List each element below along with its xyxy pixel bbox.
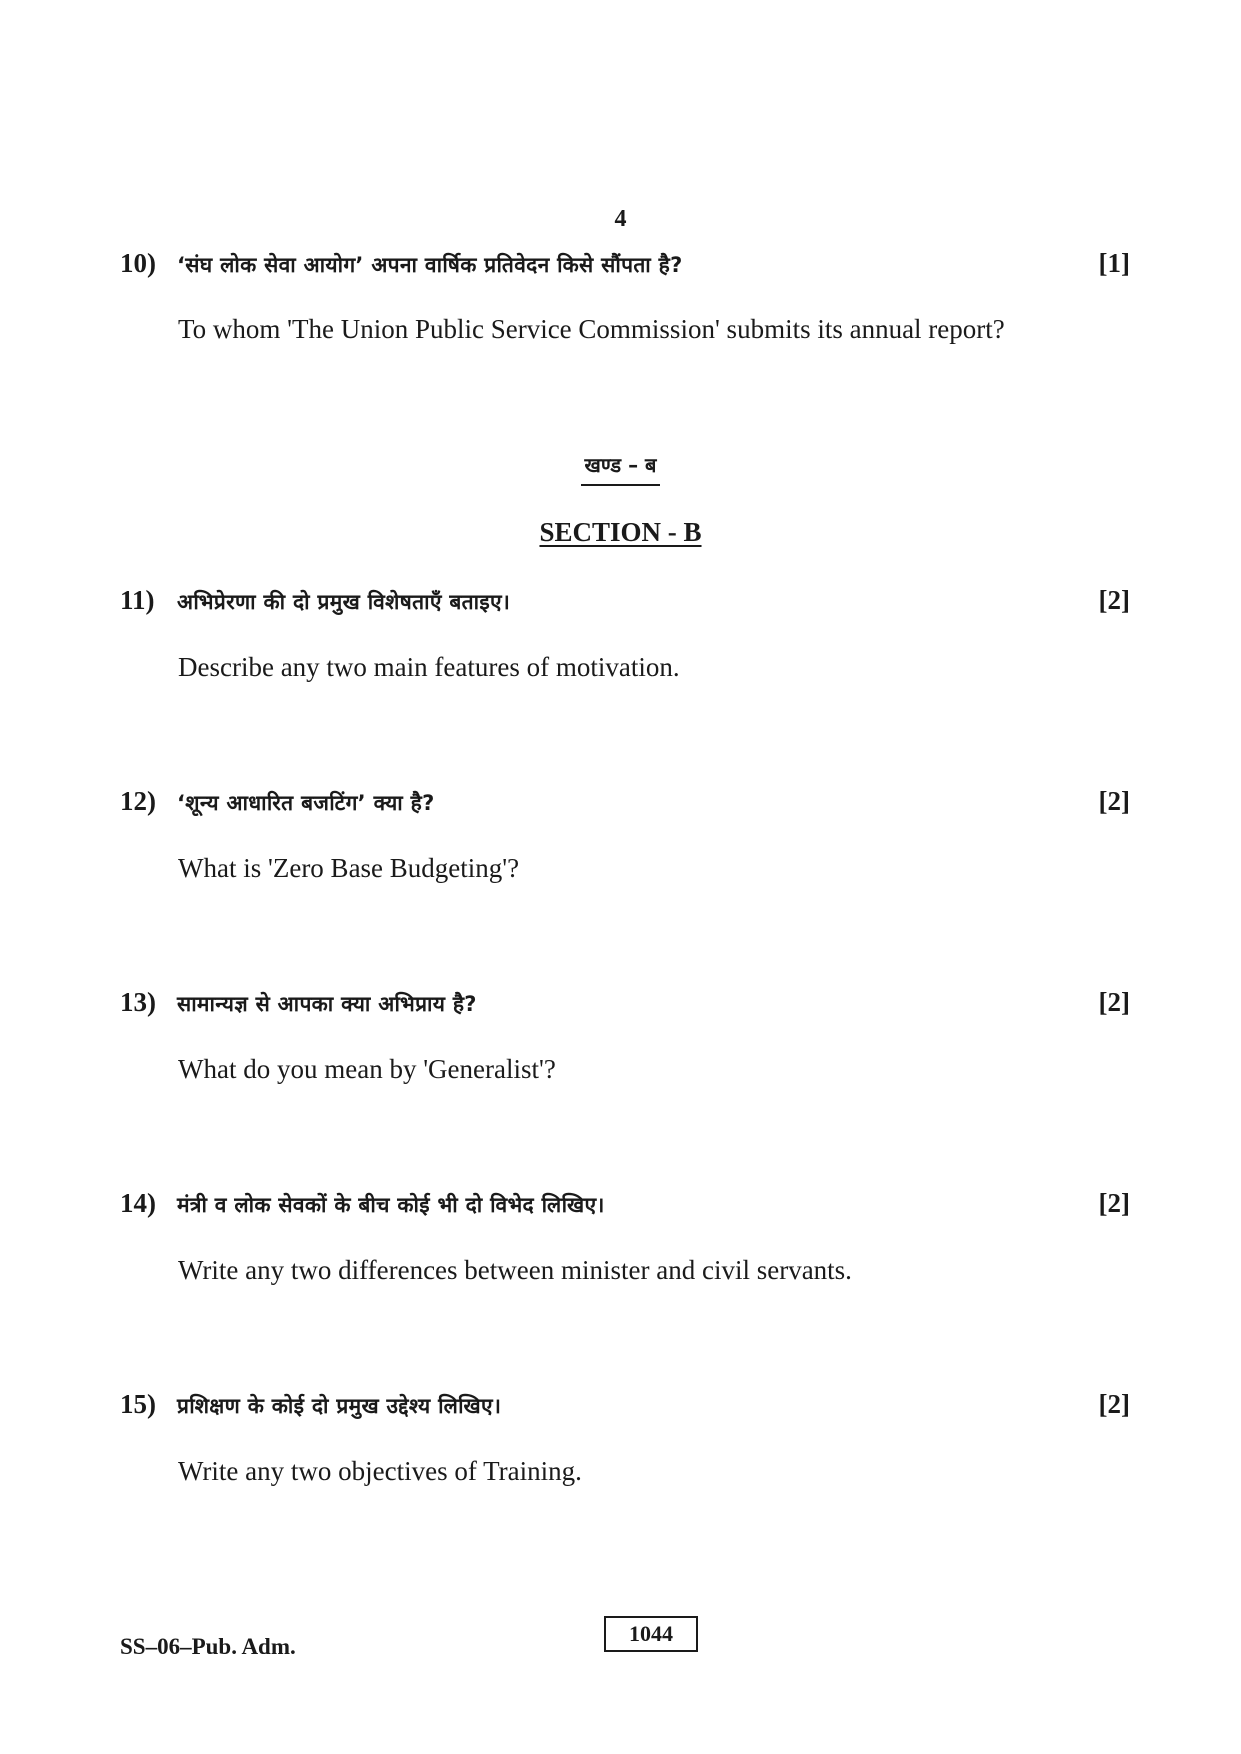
footer-box-number: 1044 (604, 1616, 698, 1652)
question-number: 14) (120, 1188, 156, 1218)
question-11-hindi-line (120, 585, 1130, 621)
page-number: 4 (614, 206, 627, 232)
question-marks: [2] (1098, 987, 1130, 1017)
question-13-hindi-line (120, 987, 1130, 1023)
question-hindi-text: सामान्यज्ञ से आपका क्या अभिप्राय है? (177, 992, 477, 1016)
question-marks: [2] (1098, 1389, 1130, 1419)
question-11-english-text: Describe any two main features of motivation. (178, 652, 680, 682)
question-hindi-text: मंत्री व लोक सेवकों के बीच कोई भी दो विभेद लिखिए। (177, 1193, 605, 1217)
question-15-hindi-line (120, 1389, 1130, 1425)
question-number: 11) (120, 585, 155, 615)
question-marks: [2] (1098, 1188, 1130, 1218)
question-number: 15) (120, 1389, 156, 1419)
question-10-hindi-line (120, 248, 1130, 284)
question-12-english-text: What is 'Zero Base Budgeting'? (178, 853, 520, 883)
question-number: 10) (120, 248, 156, 278)
question-number: 13) (120, 987, 156, 1017)
question-14-hindi-line (120, 1188, 1130, 1224)
question-number: 12) (120, 786, 156, 816)
question-10-english-text: To whom 'The Union Public Service Commission' submits its annual report? (178, 314, 1005, 344)
question-marks: [2] (1098, 786, 1130, 816)
question-15-english-text: Write any two objectives of Training. (178, 1456, 582, 1486)
section-hindi-label: खण्ड – ब (581, 451, 661, 486)
question-hindi-text: ‘संघ लोक सेवा आयोग’ अपना वार्षिक प्रतिवेदन किसे सौंपता है? (177, 253, 683, 277)
question-14-english-text: Write any two differences between minister and civil servants. (178, 1255, 852, 1285)
question-marks: [1] (1098, 248, 1130, 278)
footer-paper-code: SS–06–Pub. Adm. (120, 1634, 296, 1659)
question-13-english-text: What do you mean by 'Generalist'? (178, 1054, 556, 1084)
question-marks: [2] (1098, 585, 1130, 615)
section-heading-english (0, 517, 1241, 548)
question-hindi-text: प्रशिक्षण के कोई दो प्रमुख उद्देश्य लिखिए। (177, 1394, 502, 1418)
question-12-hindi-line (120, 786, 1130, 822)
question-hindi-text: अभिप्रेरणा की दो प्रमुख विशेषताएँ बताइए। (177, 590, 511, 614)
section-english-label: SECTION - B (539, 517, 702, 547)
question-hindi-text: ‘शून्य आधारित बजटिंग’ क्या है? (177, 791, 435, 815)
section-heading-hindi (0, 451, 1241, 486)
